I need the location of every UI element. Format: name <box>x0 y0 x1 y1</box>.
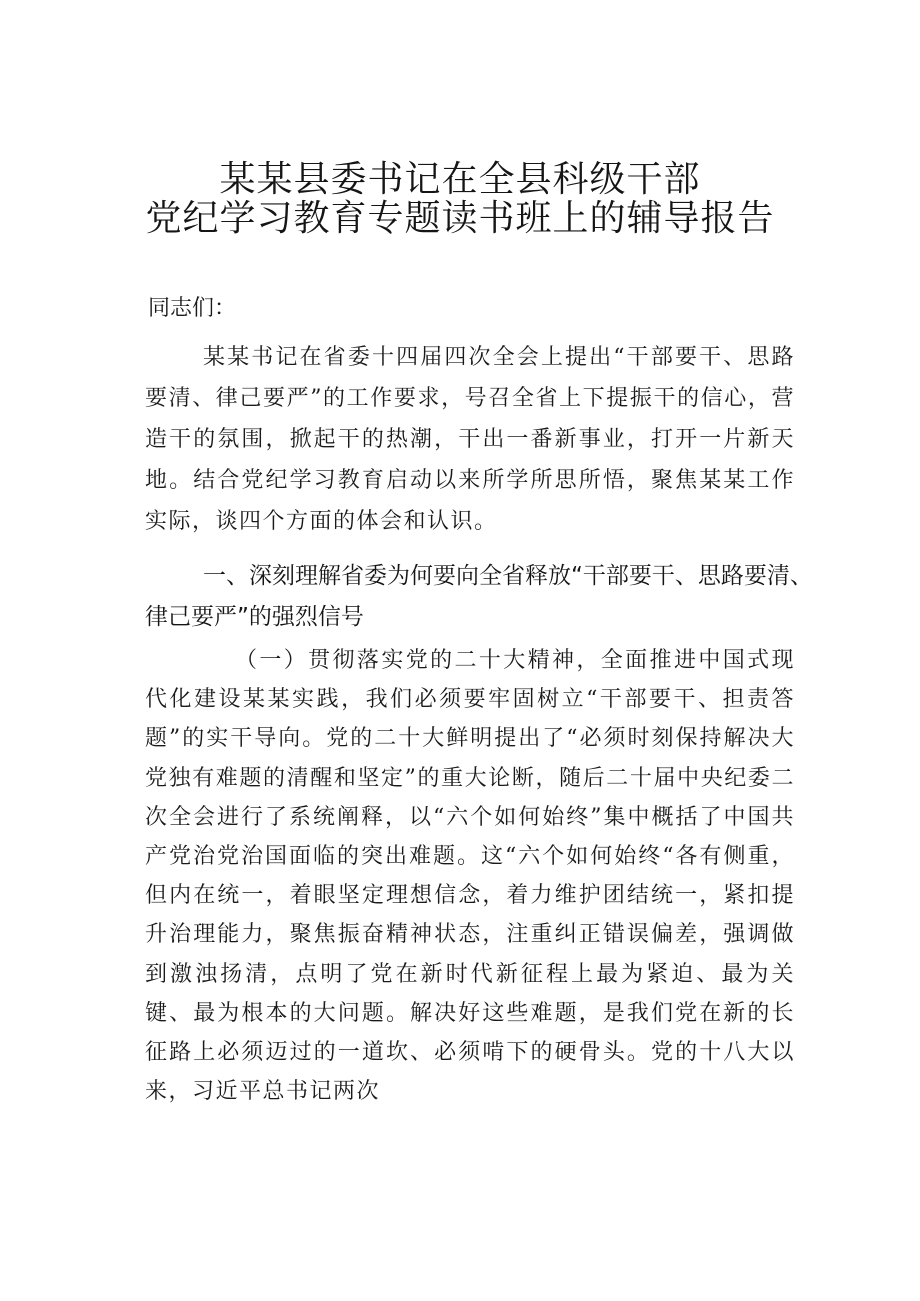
section-heading-1: 一、深刻理解省委为何要向全省释放“干部要干、思路要清、律己要严”的强烈信号 <box>145 563 813 630</box>
section-1-paragraph-1: （一）贯彻落实党的二十大精神，全面推进中国式现代化建设某某实践，我们必须要牢固树立“干部要干、担责答题”的实干导向。党的二十大鲜明提出了“必须时刻保持解决大党独有难题的清醒和坚定”的重大论断，随后二十届中央纪委二次全会进行了系统阐释，以“六个如何始终”集中概括了中国共产党治党治国面临的突出难题。这“六个如何始终“各有侧重，但内在统一，着眼坚定理想信念，着力维护团结统一，紧扣提升治理能力，聚焦振奋精神状态，注重纠正错误偏差，强调做到激浊扬清，点明了党在新时代新征程上最为紧迫、最为关键、最为根本的大问题。解决好这些难题，是我们党在新的长征路上必须迈过的一道坎、必须啃下的硬骨头。党的十八大以来，习近平总书记两次 <box>145 648 795 1105</box>
salutation: 同志们： <box>148 296 237 321</box>
document-title-line-1: 某某县委书记在全县科级干部 <box>219 159 701 200</box>
document-title-line-2: 党纪学习教育专题读书班上的辅导报告 <box>145 198 775 239</box>
intro-paragraph: 某某书记在省委十四届四次全会上提出“干部要干、思路要清、律己要严”的工作要求，号召全省上下提振干的信心，营造干的氛围，掀起干的热潮，干出一番新事业，打开一片新天地。结合党纪学习教育启动以来所学所思所悟，聚焦某某工作实际，谈四个方面的体会和认识。 <box>145 345 795 534</box>
